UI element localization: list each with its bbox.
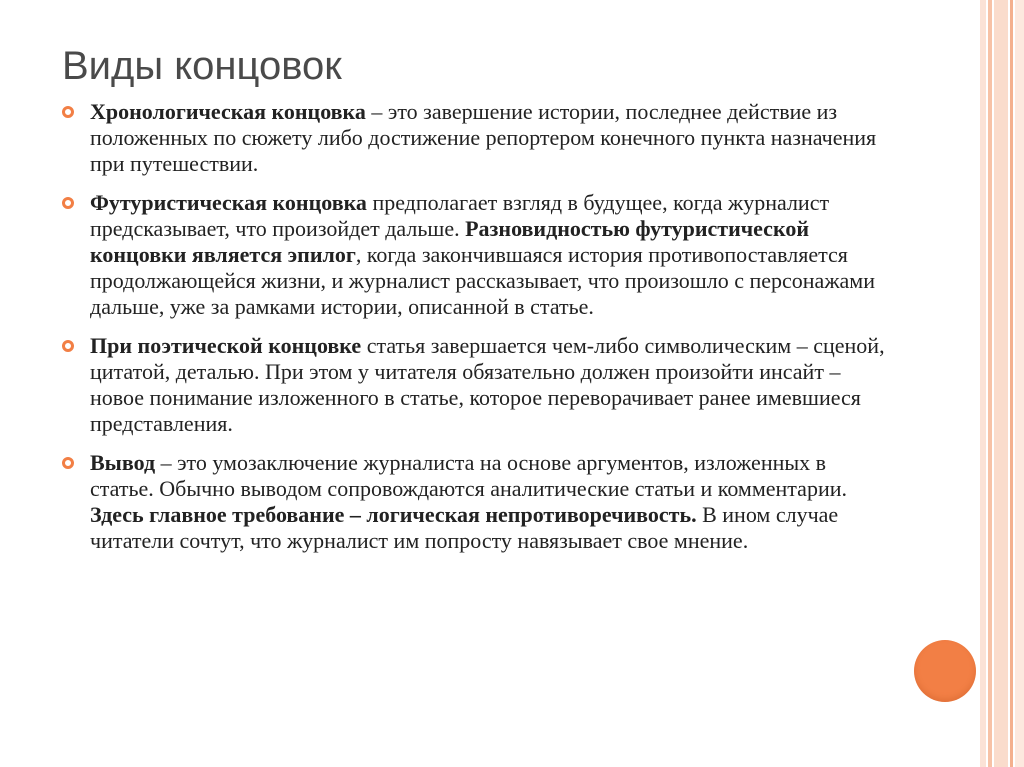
ring-bullet-icon (62, 340, 74, 352)
ring-bullet-icon (62, 106, 74, 118)
bullet-lead: При поэтической концовке (90, 333, 362, 358)
ring-bullet-icon (62, 457, 74, 469)
decor-stripe (980, 0, 986, 767)
bullet-lead: Хронологическая концовка (90, 99, 366, 124)
bullet-text-continued: , когда закончившаяся история противопоставляется продолжающейся жизни, и журналист рассказывает, что произошло с персонажами дальше, уже за рамками истории, описанной в статье. (90, 242, 875, 319)
bullet-chronological (62, 99, 892, 177)
orange-circle-decoration (914, 640, 976, 702)
bullet-lead: Вывод (90, 450, 156, 475)
bullet-text: – это завершение истории, последнее действие из положенных по сюжету либо достижение репортером конечного пункта назначения при путешествии. (90, 99, 877, 176)
bullet-bold-phrase: Разновидностью футуристической концовки является эпилог (90, 216, 810, 267)
bullet-text-continued: В ином случае читатели сочтут, что журналист им попросту навязывает свое мнение. (90, 502, 839, 553)
ring-bullet-icon (62, 197, 74, 209)
decor-stripe (994, 0, 1008, 767)
decor-stripe (988, 0, 992, 767)
bullet-conclusion (62, 450, 892, 554)
bullet-text: – это умозаключение журналиста на основе аргументов, изложенных в статье. Обычно выводом сопровождаются аналитические статьи и комментарии. (90, 450, 847, 501)
bullet-bold-phrase: Здесь главное требование – логическая непротиворечивость. (90, 502, 697, 527)
decor-stripe (1015, 0, 1024, 767)
slide-title: Виды концовок (62, 44, 342, 88)
bullet-text: статья завершается чем-либо символическим – сценой, цитатой, деталью. При этом у читателя обязательно должен произойти инсайт – новое понимание изложенного в статье, которое переворачивает ранее имевшиеся представления. (90, 333, 885, 436)
bullet-lead: Футуристическая концовка (90, 190, 367, 215)
bullet-text: предполагает взгляд в будущее, когда журналист предсказывает, что произойдет дальше. (90, 190, 830, 241)
bullet-poetic (62, 333, 892, 437)
decor-stripe (1010, 0, 1013, 767)
bullet-futuristic (62, 190, 892, 320)
bullet-list (62, 99, 892, 567)
